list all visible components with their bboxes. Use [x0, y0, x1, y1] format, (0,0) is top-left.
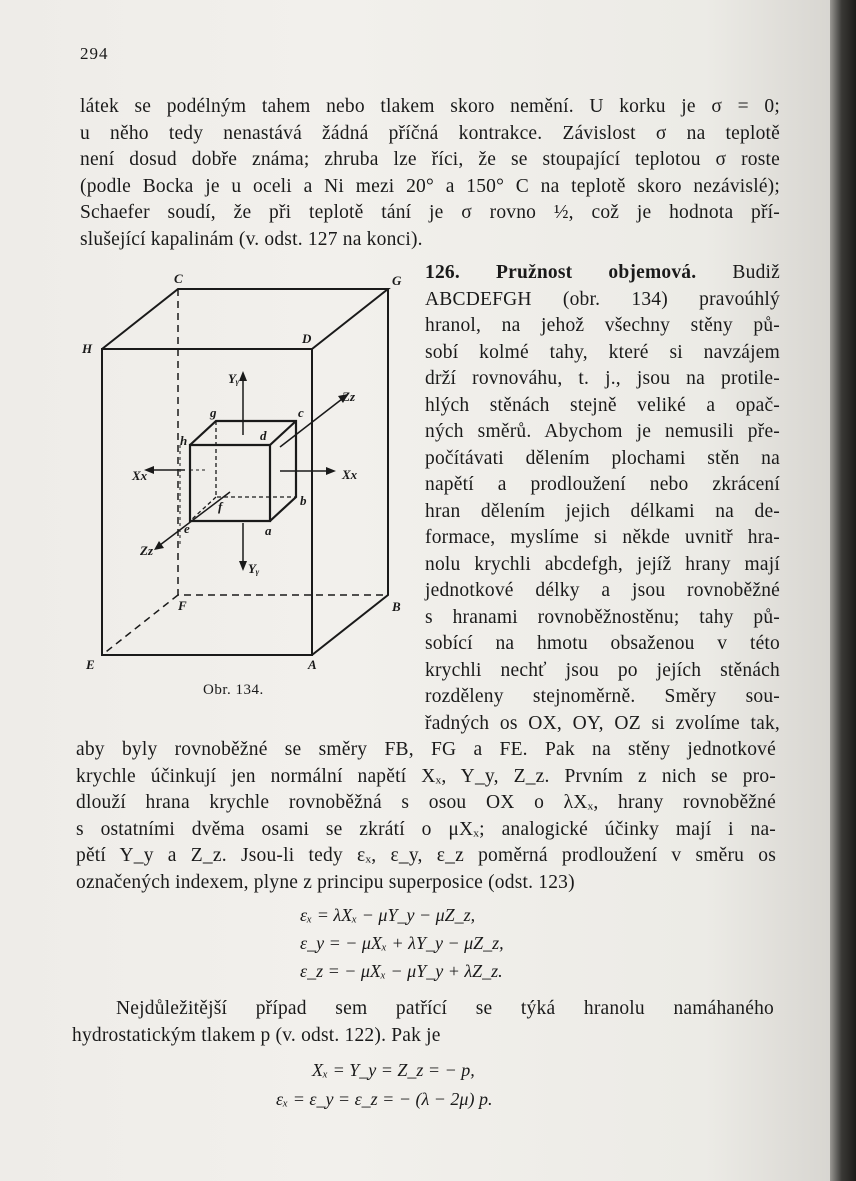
equation-hydrostatic-stress: Xₓ = Y_y = Z_z = − p,	[312, 1060, 475, 1080]
label-e: e	[184, 521, 190, 536]
column-line: počítávati dělením plochami stěn na	[425, 447, 780, 469]
intro-line: (podle Bocka je u oceli a Ni mezi 20° a 150° C na teplotě skoro nezávislé);	[80, 175, 780, 197]
y-arrow-bottom	[239, 561, 247, 571]
label-H: H	[82, 341, 93, 356]
column-line: sobí kolmé tahy, které si navzájem	[425, 341, 780, 363]
label-E: E	[86, 657, 95, 672]
continuation-paragraph	[76, 737, 776, 897]
intro-line: Schaefer soudí, že při teplotě tání je σ rovno ½, což je hodnota pří-	[80, 202, 780, 224]
label-Xx-right: Xx	[342, 467, 358, 482]
full-line: krychle účinkují jen normální napětí Xₓ, Y_y, Z_z. Prvním z nich se pro-	[76, 765, 776, 787]
intro-line: není dosud dobře známa; zhruba lze říci, že se stoupající teplotou σ roste	[80, 149, 780, 171]
figure-caption: Obr. 134.	[203, 682, 264, 698]
label-c: c	[298, 405, 304, 420]
prism-top-face	[102, 289, 388, 349]
label-Yy-bottom: Yᵧ	[248, 561, 260, 576]
intro-line: slušející kapalinám (v. odst. 127 na konci).	[80, 228, 423, 250]
column-line: s hranami rovnoběžnostěnu; tahy pů-	[425, 606, 780, 628]
book-spine-shadow	[830, 0, 856, 1181]
prism-front-face	[102, 349, 312, 655]
label-g: g	[210, 405, 217, 420]
x-arrow-right	[326, 467, 336, 475]
column-line: ABCDEFGH (obr. 134) pravoúhlý	[425, 288, 780, 310]
full-line: aby byly rovnoběžné se směry FB, FG a FE. Pak na stěny jednotkové	[76, 739, 776, 760]
column-line: drží rovnováhu, t. j., jsou na protile-	[425, 368, 780, 389]
column-line: nolu krychli abcdefgh, jejíž hrany mají	[425, 553, 780, 575]
column-line: sobící na hmotu obsaženou v této	[425, 633, 780, 654]
intro-line: látek se podélným tahem nebo tlakem skoro nemění. U korku je σ = 0;	[80, 96, 780, 117]
closing-paragraph	[72, 996, 774, 1049]
column-line: jednotkové délky a jsou rovnoběžné	[425, 580, 780, 601]
column-line: hranol, na jehož všechny stěny pů-	[425, 315, 780, 336]
closing-line: hydrostatickým tlakem p (v. odst. 122). Pak je	[72, 1024, 441, 1046]
full-line: s ostatními dvěma osami se zkrátí o μXₓ; analogické účinky mají i na-	[76, 818, 776, 840]
column-line: formace, myslíme si někde uvnitř hra-	[425, 527, 780, 548]
cube-front	[190, 445, 270, 521]
equation-hydrostatic-strain: εₓ = ε_y = ε_z = − (λ − 2μ) p.	[276, 1089, 493, 1109]
closing-line: Nejdůležitější případ sem patřící se týká hranolu namáhaného	[116, 998, 774, 1019]
column-line: hlých stěnách stejně veliké a opač-	[425, 394, 780, 416]
equation-strain-x: εₓ = λXₓ − μY_y − μZ_z,	[300, 905, 476, 925]
intro-line: u něho tedy nenastává žádná příčná kontrakce. Závislost σ na teplotě	[80, 122, 780, 144]
full-line: dlouží hrana krychle rovnoběžná s osou OX o λXₓ, hrany rovnoběžné	[76, 792, 776, 814]
equation-strain-y: ε_y = − μXₓ + λY_y − μZ_z,	[300, 933, 504, 953]
y-arrow-top	[239, 371, 247, 381]
label-D: D	[302, 331, 312, 346]
equation-strain-z: ε_z = − μXₓ − μY_y + λZ_z.	[300, 961, 503, 981]
label-d: d	[260, 428, 267, 443]
label-A: A	[308, 657, 317, 672]
label-f: f	[218, 499, 223, 514]
section-column	[425, 260, 780, 737]
label-F: F	[178, 598, 187, 613]
prism-figure	[80, 265, 410, 710]
label-b: b	[300, 493, 307, 508]
column-line: napětí a prodloužení nebo zkrácení	[425, 474, 780, 495]
label-B: B	[392, 599, 401, 614]
page-number: 294	[80, 44, 109, 63]
label-Zz-top: Zz	[342, 389, 355, 404]
label-Yy-top: Yᵧ	[228, 371, 240, 386]
label-Xx-left: Xx	[132, 468, 148, 483]
column-line: řadných os OX, OY, OZ si zvolíme tak,	[425, 712, 780, 734]
label-Zz-bottom: Zz	[140, 543, 153, 558]
label-C: C	[174, 271, 183, 286]
column-line: Budiž	[732, 262, 780, 283]
column-line: krychli nechť jsou po jejích stěnách	[425, 659, 780, 681]
column-line: ných směrů. Abychom je nemusili pře-	[425, 421, 780, 442]
label-a: a	[265, 523, 272, 538]
full-line: pětí Y_y a Z_z. Jsou-li tedy εₓ, ε_y, ε_z poměrná prodloužení v směru os	[76, 845, 776, 867]
intro-paragraph	[80, 94, 780, 254]
column-line: rozděleny stejnoměrně. Směry sou-	[425, 686, 780, 707]
section-heading: 126. Pružnost objemová.	[425, 262, 697, 283]
full-line: označených indexem, plyne z principu superposice (odst. 123)	[76, 871, 575, 893]
column-line: hran dělením jejich délkami na de-	[425, 500, 780, 522]
label-h: h	[180, 433, 188, 448]
label-G: G	[392, 273, 402, 288]
